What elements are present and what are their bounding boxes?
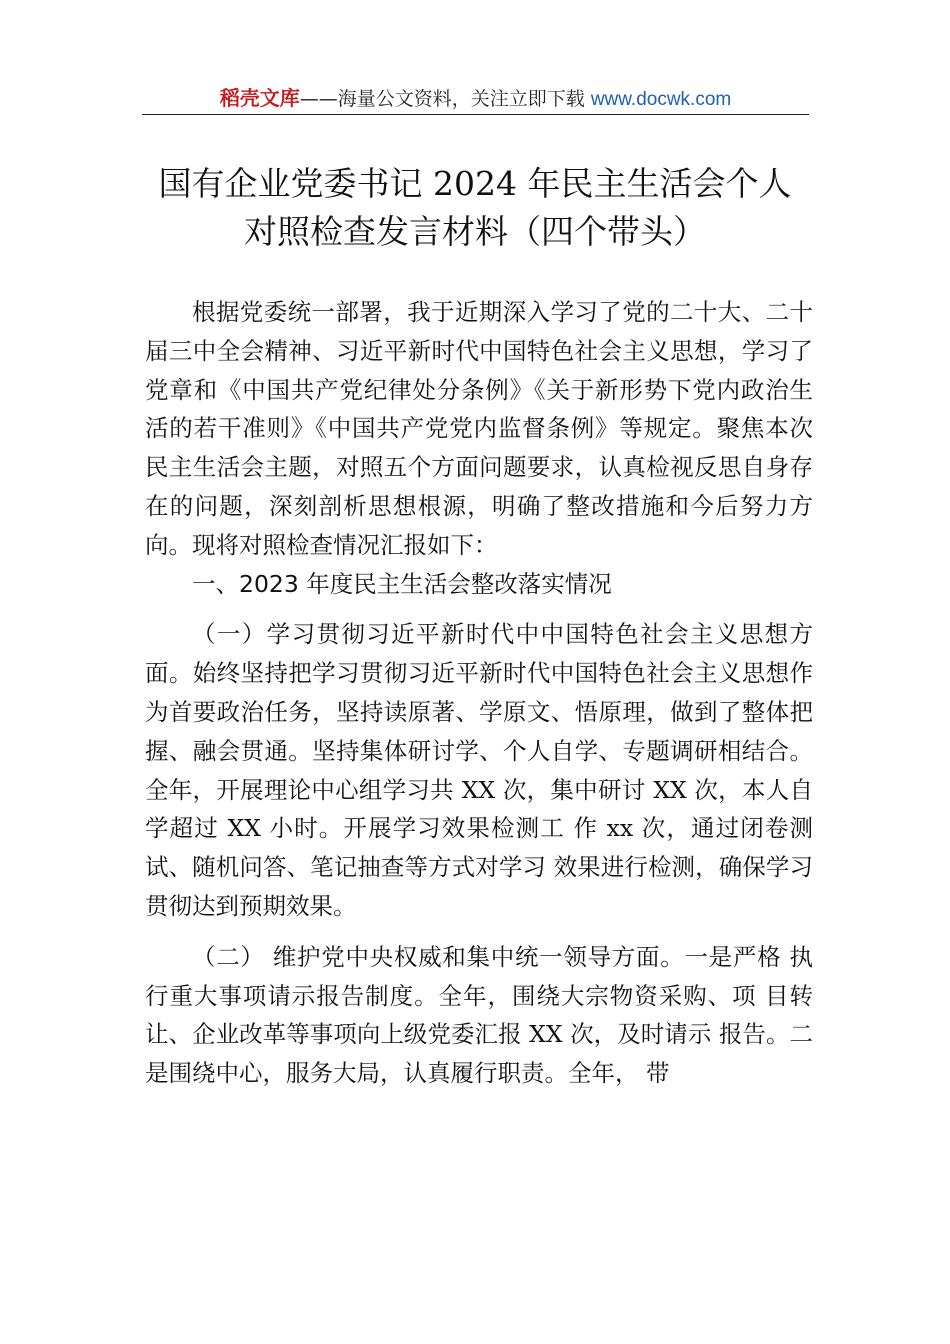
placeholder-xx-5: XX <box>529 1020 563 1049</box>
paragraph-study-text-1: （一）学习贯彻习近平新时代中中国特色社会主义思想方面。始终坚持把学习贯彻习近平新时代中国特色社会主义思想作为首要政治任务，坚持读原著、学原文、悟原理，做到了整体把握、融会贯通。坚持集体研讨学、个人自学、专题调研相结合。全年，开展理论中心组学习共 <box>145 620 813 804</box>
paragraph-authority <box>145 938 813 1093</box>
paragraph-authority-text-1: （二） 维护党中央权威和集中统一领导方面。一是严格 执行重大事项请示报告制度。全年，围绕大宗物资采购、项 目转让、企业改革等事项向上级党委汇报 <box>145 942 813 1049</box>
brand-name: 稻壳文库 <box>219 86 300 110</box>
title-line1-part2: 年民主生活会个人 <box>516 164 792 203</box>
header-slogan: ——海量公文资料，关注立即下载 <box>299 88 591 110</box>
title-year: 2024 <box>433 164 517 203</box>
document-body <box>145 293 813 1093</box>
placeholder-xx-4: xx <box>606 814 634 843</box>
paragraph-study-text-4: 小时。开展学习效果检测工 作 <box>260 814 607 843</box>
page-header <box>142 84 809 114</box>
placeholder-xx-1: XX <box>461 775 496 804</box>
placeholder-xx-3: XX <box>227 814 261 843</box>
section-heading-1: 一、2023 年度民主生活会整改落实情况 <box>192 569 612 598</box>
paragraph-intro: 根据党委统一部署，我于近期深入学习了党的二十大、二十届三中全会精神、习近平新时代中国特色社会主义思想，学习了党章和《中国共产党纪律处分条例》《关于新形势下党内政治生活的若干准则》《中国共产党党内监督条例》等规定。聚焦本次民主生活会主题，对照五个方面问题要求，认真检视反思自身存在的问题，深刻剖析思想根源，明确了整改措施和今后努力方向。现将对照检查情况汇报如下： <box>145 298 813 559</box>
site-link[interactable]: www.docwk.com <box>590 89 732 110</box>
paragraph-authority-text-2: 次，及时请示 报告。二是围绕中心，服务大局，认真履行职责。全年， 带 <box>145 1020 813 1088</box>
title-line2: 对照检查发言材料（四个带头） <box>244 212 706 251</box>
paragraph-study-text-2: 次，集中研讨 <box>495 775 654 804</box>
title-line1-part1: 国有企业党委书记 <box>158 164 433 203</box>
paragraph-study <box>145 615 813 925</box>
header-divider <box>142 114 809 115</box>
paragraph-study-text-3: 次，本人自学超过 <box>145 775 813 843</box>
document-title <box>100 160 850 256</box>
paragraph-study-text-5: 次，通过闭卷测试、随机问答、笔记抽查等方式对学习 效果进行检测，确保学习贯彻达到预期效果。 <box>145 814 813 920</box>
placeholder-xx-2: XX <box>653 775 687 804</box>
